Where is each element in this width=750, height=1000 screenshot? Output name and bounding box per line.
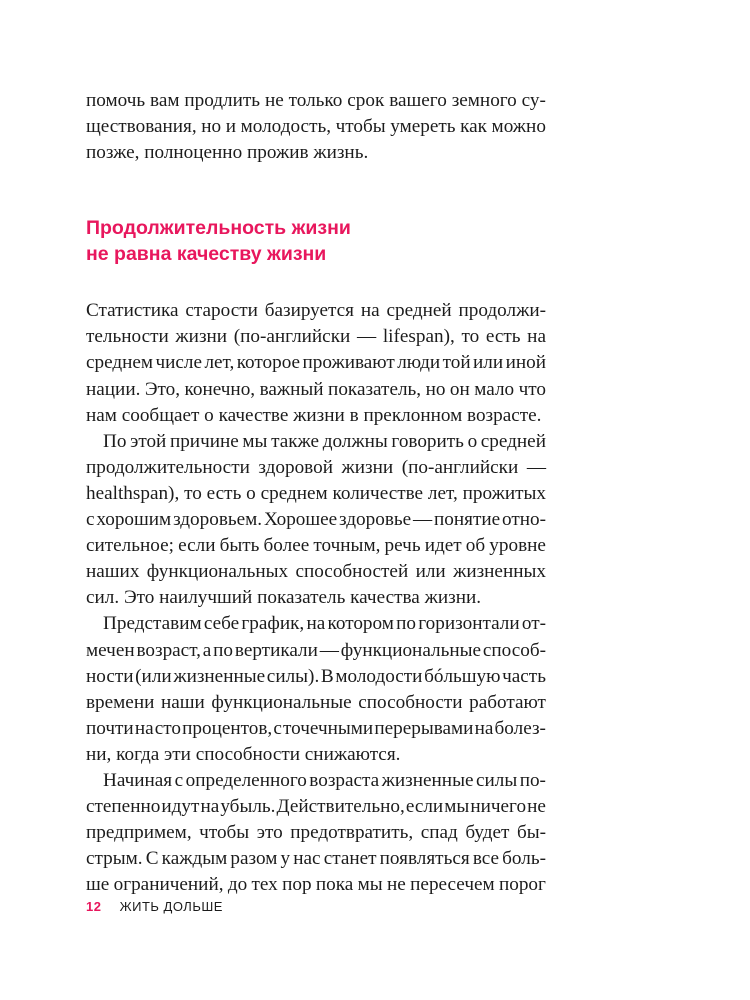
text-line: тельности жизни (по-английски — lifespan), то есть на [86,326,546,348]
running-title: ЖИТЬ ДОЛЬШЕ [119,899,223,914]
body-text [86,298,546,898]
page-footer [86,899,223,914]
text-line: ни, когда эти способности снижаются. [86,743,401,765]
section-heading [86,215,546,267]
text-line: Представим себе график, на котором по горизонтали от- [103,613,546,635]
text-line: почти на сто процентов, с точечными перерывами на болез- [86,717,546,739]
text-line: помочь вам продлить не только срок вашего земного су- [86,90,546,111]
text-line: времени наши функциональные способности работают [86,691,546,713]
text-line: с хорошим здоровьем. Хорошее здоровье — понятие отно- [86,509,546,531]
text-line: степенно идут на убыль. Действительно, если мы ничего не [86,796,546,818]
text-line: мечен возраст, а по вертикали — функциональные способ- [86,639,546,661]
text-line: ше ограничений, до тех пор пока мы не пересечем порог [86,874,546,896]
text-line: стрым. С каждым разом у нас станет появляться все боль- [86,848,546,870]
text-line: предпримем, чтобы это предотвратить, спад будет бы- [86,822,546,844]
paragraph [86,768,546,898]
text-line: сительное; если быть более точным, речь идет об уровне [86,535,546,557]
text-line: сил. Это наилучший показатель качества жизни. [86,587,482,609]
text-line: среднем числе лет, которое проживают люди той или иной [86,352,546,374]
text-line: Начиная с определенного возраста жизненные силы по- [103,769,546,791]
text-line: Статистика старости базируется на средней продолжи- [86,300,546,322]
paragraph [86,298,546,428]
paragraph [86,611,546,768]
text-line: healthspan), то есть о среднем количестве лет, прожитых [86,482,546,504]
text-line: нации. Это, конечно, важный показатель, но он мало что [86,378,546,400]
intro-paragraph [86,88,546,166]
text-line: ности (или жизненные силы). В молодости бóльшую часть [86,665,546,687]
text-line: позже, полноценно прожив жизнь. [86,142,369,164]
text-line: По этой причине мы также должны говорить о средней [103,430,546,452]
text-line: продолжительности здоровой жизни (по-английски — [86,456,546,478]
heading-line: Продолжительность жизни [86,217,351,240]
page-number: 12 [86,899,102,914]
page-content [86,88,546,898]
text-line: ществования, но и молодость, чтобы умереть как можно [86,116,546,138]
heading-line: не равна качеству жизни [86,243,327,266]
text-line: нам сообщает о качестве жизни в преклонном возрасте. [86,404,542,426]
text-line: наших функциональных способностей или жизненных [86,561,546,583]
paragraph [86,429,546,612]
